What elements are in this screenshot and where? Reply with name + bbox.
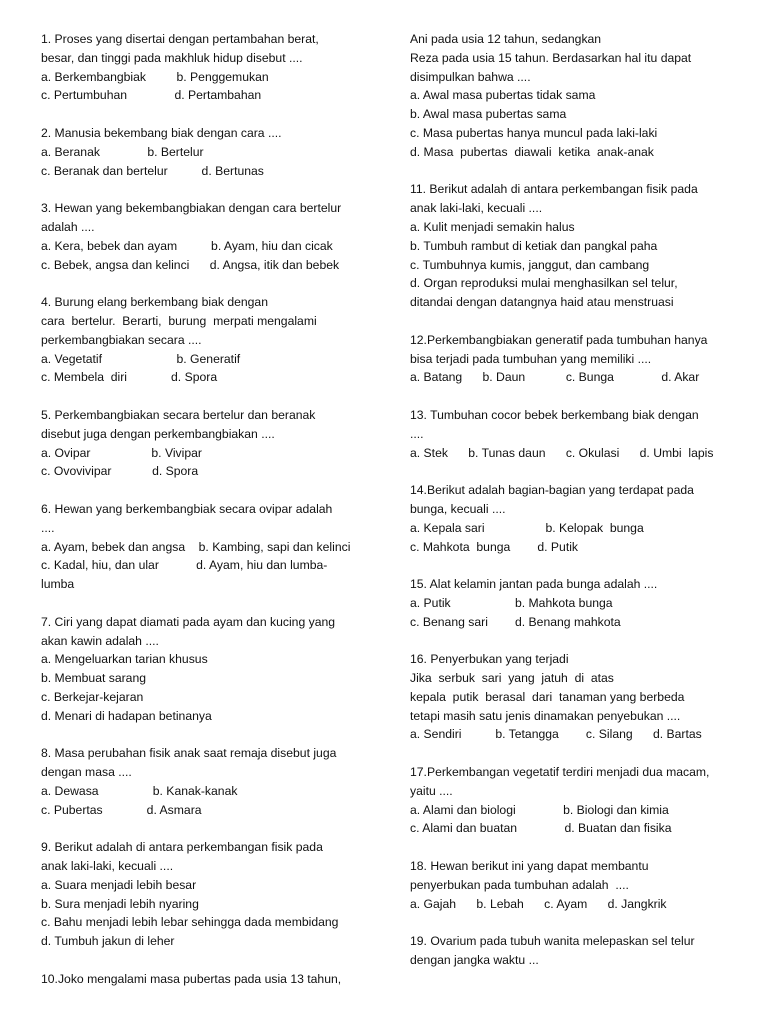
question-text-line: anak laki-laki, kecuali .... (41, 859, 174, 874)
question-block (41, 124, 381, 180)
question-block (410, 406, 750, 462)
question-block (410, 650, 750, 744)
question-text-line: bisa terjadi pada tumbuhan yang memiliki .... (410, 351, 652, 366)
question-text-line: c. Masa pubertas hanya muncul pada laki-laki (410, 125, 658, 140)
question-text-line: a. Ayam, bebek dan angsa b. Kambing, sapi dan kelinci (41, 539, 351, 554)
question-text-line: bunga, kecuali .... (410, 501, 506, 516)
question-text-line: a. Vegetatif b. Generatif (41, 351, 241, 366)
question-block (41, 30, 381, 105)
question-text-line: c. Membela diri d. Spora (41, 370, 218, 385)
question-block (410, 481, 750, 556)
question-text-line: 9. Berikut adalah di antara perkembangan fisik pada (41, 840, 323, 855)
question-text-line: 11. Berikut adalah di antara perkembangan fisik pada (410, 182, 698, 197)
question-block (410, 575, 750, 631)
question-text-line: a. Awal masa pubertas tidak sama (410, 88, 596, 103)
question-text-line: c. Pertumbuhan d. Pertambahan (41, 88, 262, 103)
question-text-line: a. Sendiri b. Tetangga c. Silang d. Bartas (410, 727, 702, 742)
question-text-line: 8. Masa perubahan fisik anak saat remaja disebut juga (41, 746, 337, 761)
question-text-line: a. Stek b. Tunas daun c. Okulasi d. Umbi lapis (410, 445, 714, 460)
question-text-line: c. Mahkota bunga d. Putik (410, 539, 579, 554)
question-text-line: c. Berkejar-kejaran (41, 689, 144, 704)
question-text-line: 12.Perkembangbiakan generatif pada tumbuhan hanya (410, 332, 708, 347)
question-text-line: 7. Ciri yang dapat diamati pada ayam dan kucing yang (41, 614, 336, 629)
question-text-line: b. Awal masa pubertas sama (410, 107, 567, 122)
question-text-line: d. Masa pubertas diawali ketika anak-anak (410, 144, 654, 159)
question-text-line: c. Tumbuhnya kumis, janggut, dan cambang (410, 257, 650, 272)
question-block (41, 406, 381, 481)
question-text-line: 10.Joko mengalami masa pubertas pada usia 13 tahun, (41, 971, 342, 986)
question-text-line: b. Membuat sarang (41, 671, 147, 686)
question-block (410, 30, 750, 162)
question-text-line: 4. Burung elang berkembang biak dengan (41, 295, 268, 310)
question-text-line: disebut juga dengan perkembangbiakan .... (41, 426, 275, 441)
question-text-line: besar, dan tinggi pada makhluk hidup disebut .... (41, 50, 303, 65)
question-block (410, 857, 750, 913)
question-text-line: perkembangbiakan secara .... (41, 332, 202, 347)
question-text-line: kepala putik berasal dari tanaman yang berbeda (410, 689, 685, 704)
left-column (41, 30, 381, 1007)
question-block (41, 838, 381, 951)
question-text-line: a. Kulit menjadi semakin halus (410, 219, 575, 234)
question-text-line: 15. Alat kelamin jantan pada bunga adalah .... (410, 577, 658, 592)
question-text-line: penyerbukan pada tumbuhan adalah .... (410, 877, 629, 892)
question-text-line: a. Batang b. Daun c. Bunga d. Akar (410, 370, 700, 385)
question-block (41, 199, 381, 274)
question-text-line: 17.Perkembangan vegetatif terdiri menjadi dua macam, (410, 765, 710, 780)
question-text-line: d. Menari di hadapan betinanya (41, 708, 212, 723)
question-block (41, 970, 381, 989)
question-text-line: adalah .... (41, 219, 95, 234)
question-text-line: c. Pubertas d. Asmara (41, 802, 202, 817)
question-text-line: tetapi masih satu jenis dinamakan penyebukan .... (410, 708, 681, 723)
question-text-line: b. Sura menjadi lebih nyaring (41, 896, 199, 911)
question-block (410, 331, 750, 387)
question-text-line: d. Organ reproduksi mulai menghasilkan sel telur, (410, 276, 678, 291)
question-text-line: a. Alami dan biologi b. Biologi dan kimia (410, 802, 669, 817)
question-text-line: c. Benang sari d. Benang mahkota (410, 614, 621, 629)
question-text-line: dengan jangka waktu ... (410, 953, 539, 968)
question-block (410, 763, 750, 838)
question-text-line: yaitu .... (410, 783, 453, 798)
question-text-line: 1. Proses yang disertai dengan pertambahan berat, (41, 32, 319, 46)
question-text-line: c. Ovovivipar d. Spora (41, 464, 199, 479)
question-text-line: c. Bebek, angsa dan kelinci d. Angsa, itik dan bebek (41, 257, 340, 272)
question-block (41, 293, 381, 387)
question-text-line: lumba (41, 577, 75, 592)
question-text-line: 3. Hewan yang bekembangbiakan dengan cara bertelur (41, 201, 342, 216)
question-text-line: Reza pada usia 15 tahun. Berdasarkan hal itu dapat (410, 50, 692, 65)
question-text-line: a. Gajah b. Lebah c. Ayam d. Jangkrik (410, 896, 667, 911)
question-text-line: 18. Hewan berikut ini yang dapat membantu (410, 859, 649, 874)
question-text-line: ditandai dengan datangnya haid atau menstruasi (410, 295, 674, 310)
question-text-line: anak laki-laki, kecuali .... (410, 201, 543, 216)
question-text-line: a. Ovipar b. Vivipar (41, 445, 202, 460)
question-text-line: 5. Perkembangbiakan secara bertelur dan beranak (41, 407, 316, 422)
question-text-line: c. Bahu menjadi lebih lebar sehingga dada membidang (41, 915, 339, 930)
question-text-line: a. Putik b. Mahkota bunga (410, 595, 613, 610)
question-text-line: b. Tumbuh rambut di ketiak dan pangkal paha (410, 238, 658, 253)
question-text-line: .... (410, 426, 424, 441)
question-text-line: .... (41, 520, 55, 535)
question-text-line: 6. Hewan yang berkembangbiak secara ovipar adalah (41, 501, 333, 516)
question-text-line: d. Tumbuh jakun di leher (41, 934, 175, 949)
question-block (410, 932, 750, 970)
question-text-line: a. Suara menjadi lebih besar (41, 877, 197, 892)
question-text-line: cara bertelur. Berarti, burung merpati mengalami (41, 313, 317, 328)
question-text-line: a. Kera, bebek dan ayam b. Ayam, hiu dan cicak (41, 238, 333, 253)
question-text-line: 14.Berikut adalah bagian-bagian yang terdapat pada (410, 483, 694, 498)
question-text-line: c. Alami dan buatan d. Buatan dan fisika (410, 821, 672, 836)
question-text-line: Jika serbuk sari yang jatuh di atas (410, 671, 614, 686)
question-block (41, 744, 381, 819)
question-text-line: akan kawin adalah .... (41, 633, 159, 648)
question-text-line: 2. Manusia bekembang biak dengan cara .... (41, 125, 282, 140)
question-text-line: c. Kadal, hiu, dan ular d. Ayam, hiu dan lumba- (41, 558, 328, 573)
question-text-line: a. Mengeluarkan tarian khusus (41, 652, 208, 667)
question-text-line: a. Dewasa b. Kanak-kanak (41, 783, 238, 798)
question-text-line: Ani pada usia 12 tahun, sedangkan (410, 32, 602, 46)
question-text-line: c. Beranak dan bertelur d. Bertunas (41, 163, 264, 178)
question-text-line: 13. Tumbuhan cocor bebek berkembang biak dengan (410, 407, 699, 422)
question-block (410, 180, 750, 312)
question-block (41, 500, 381, 594)
question-text-line: disimpulkan bahwa .... (410, 69, 531, 84)
question-text-line: a. Berkembangbiak b. Penggemukan (41, 69, 269, 84)
question-text-line: 19. Ovarium pada tubuh wanita melepaskan sel telur (410, 934, 695, 949)
question-block (41, 613, 381, 726)
question-text-line: 16. Penyerbukan yang terjadi (410, 652, 569, 667)
right-column (410, 30, 750, 989)
question-text-line: dengan masa .... (41, 765, 132, 780)
question-text-line: a. Beranak b. Bertelur (41, 144, 204, 159)
question-text-line: a. Kepala sari b. Kelopak bunga (410, 520, 644, 535)
